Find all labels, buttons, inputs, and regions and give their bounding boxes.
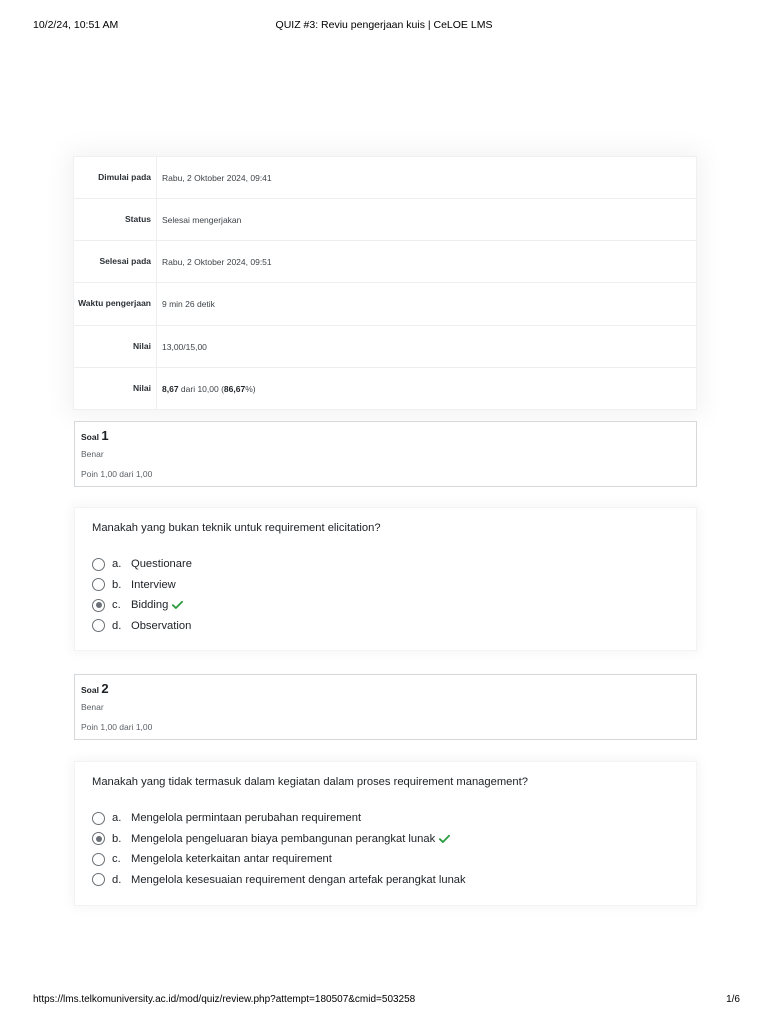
grade-percent: 86,67 <box>223 384 246 394</box>
question-grade: Poin 1,00 dari 1,00 <box>81 722 153 732</box>
summary-value: Selesai mengerjakan <box>162 214 242 225</box>
answer-text: Bidding <box>131 599 169 612</box>
question-state: Benar <box>81 702 104 712</box>
radio-button[interactable] <box>92 578 105 591</box>
answer-text: Mengelola permintaan perubahan requirement <box>131 812 362 825</box>
print-url: https://lms.telkomuniversity.ac.id/mod/quiz/review.php?attempt=180507&cmid=503258 <box>33 994 416 1005</box>
radio-button[interactable] <box>92 853 105 866</box>
answer-text: Questionare <box>131 558 192 571</box>
summary-label: Status <box>74 199 157 240</box>
answer-option-d[interactable] <box>92 870 679 891</box>
answer-letter: c. <box>112 853 121 866</box>
summary-row-completed <box>74 241 696 283</box>
grade-mid: dari 10,00 ( <box>178 384 224 394</box>
summary-row-duration <box>74 283 696 326</box>
answer-text: Mengelola pengeluaran biaya pembangunan perangkat lunak <box>131 832 436 845</box>
summary-row-started <box>74 157 696 199</box>
print-page-number: 1/6 <box>726 994 740 1005</box>
answer-text: Interview <box>131 578 176 591</box>
grade-end: %) <box>245 384 256 394</box>
question-number <box>81 428 690 443</box>
question-state: Benar <box>81 449 104 459</box>
summary-value: 9 min 26 detik <box>162 299 215 309</box>
answer-letter: b. <box>112 832 122 845</box>
question-prefix: Soal <box>81 685 99 695</box>
answer-text: Mengelola keterkaitan antar requirement <box>131 853 332 866</box>
radio-button[interactable] <box>92 619 105 632</box>
answer-letter: a. <box>112 558 122 571</box>
correct-check-icon <box>439 834 450 844</box>
summary-label: Nilai <box>74 326 157 367</box>
answer-option-b[interactable] <box>92 829 679 850</box>
answer-option-c[interactable] <box>92 849 679 870</box>
answer-list <box>92 554 679 636</box>
grade-score: 8,67 <box>162 384 179 394</box>
correct-check-icon <box>172 600 183 610</box>
summary-value: Rabu, 2 Oktober 2024, 09:51 <box>162 256 272 267</box>
print-datetime: 10/2/24, 10:51 AM <box>33 19 119 31</box>
question-number-value: 1 <box>101 428 109 443</box>
radio-button-selected[interactable] <box>92 599 105 612</box>
radio-button-selected[interactable] <box>92 832 105 845</box>
summary-value <box>157 384 256 394</box>
summary-row-grade <box>74 368 696 410</box>
print-page-title: QUIZ #3: Reviu pengerjaan kuis | CeLOE LMS <box>275 19 493 31</box>
question-text: Manakah yang bukan teknik untuk requirement elicitation? <box>92 522 381 534</box>
question-prefix: Soal <box>81 432 99 442</box>
question-number <box>81 681 690 696</box>
answer-text: Mengelola kesesuaian requirement dengan artefak perangkat lunak <box>131 873 466 886</box>
answer-letter: d. <box>112 619 122 632</box>
summary-label: Nilai <box>74 368 157 410</box>
summary-row-marks <box>74 326 696 368</box>
print-footer <box>33 994 740 1008</box>
answer-option-b[interactable] <box>92 575 679 596</box>
attempt-summary-table <box>73 156 697 410</box>
question-content-1 <box>74 507 697 651</box>
summary-label: Waktu pengerjaan <box>74 283 157 325</box>
question-text: Manakah yang tidak termasuk dalam kegiatan dalam proses requirement management? <box>92 776 528 788</box>
summary-label: Dimulai pada <box>74 157 157 198</box>
question-info-1 <box>74 421 697 487</box>
answer-letter: c. <box>112 599 121 612</box>
answer-option-d[interactable] <box>92 616 679 637</box>
question-content-2 <box>74 761 697 906</box>
summary-row-status <box>74 199 696 241</box>
print-header <box>33 19 735 33</box>
summary-label: Selesai pada <box>74 241 157 282</box>
answer-letter: a. <box>112 812 122 825</box>
question-info-2 <box>74 674 697 740</box>
answer-letter: d. <box>112 873 122 886</box>
answer-text: Observation <box>131 619 192 632</box>
answer-option-a[interactable] <box>92 554 679 575</box>
question-grade: Poin 1,00 dari 1,00 <box>81 469 153 479</box>
answer-list <box>92 808 679 890</box>
summary-value: Rabu, 2 Oktober 2024, 09:41 <box>162 172 272 183</box>
summary-value: 13,00/15,00 <box>162 341 207 352</box>
answer-option-a[interactable] <box>92 808 679 829</box>
answer-option-c[interactable] <box>92 595 679 616</box>
radio-button[interactable] <box>92 558 105 571</box>
radio-button[interactable] <box>92 873 105 886</box>
question-number-value: 2 <box>101 681 109 696</box>
answer-letter: b. <box>112 578 122 591</box>
radio-button[interactable] <box>92 812 105 825</box>
